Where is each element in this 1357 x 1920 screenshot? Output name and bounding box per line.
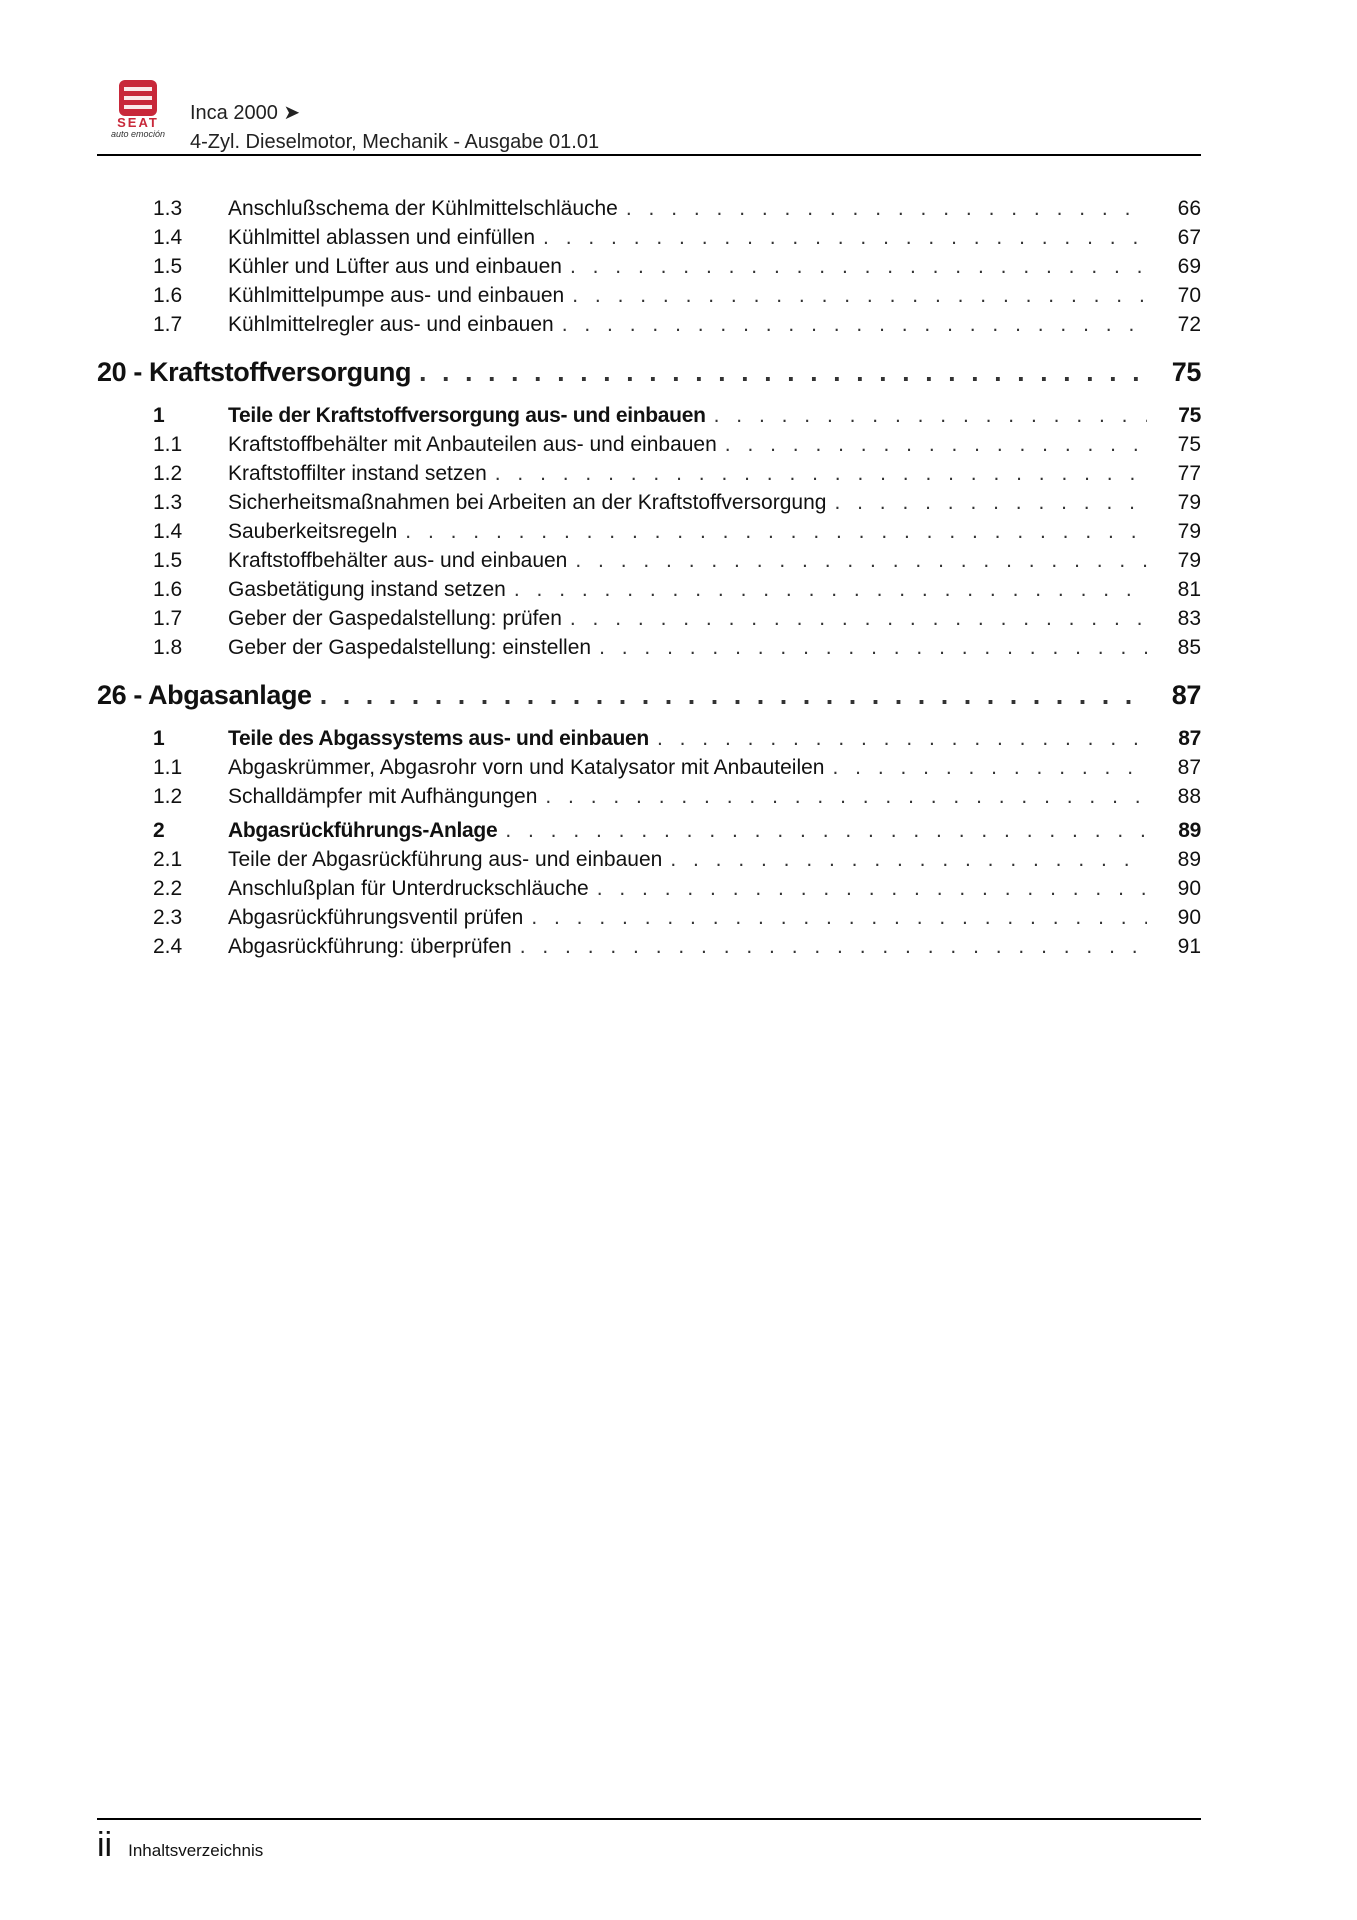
toc-entry[interactable] — [97, 932, 1201, 961]
toc-entry[interactable] — [97, 604, 1201, 633]
toc-entry-page: 67 — [1177, 226, 1201, 249]
toc-entry-page: 77 — [1177, 462, 1201, 485]
dot-leader — [520, 932, 1147, 961]
dot-leader — [599, 633, 1147, 662]
toc-entry-page: 75 — [1171, 357, 1201, 387]
dot-leader — [543, 223, 1147, 252]
toc-entry-number: 2.1 — [153, 848, 183, 871]
toc-entry[interactable] — [97, 430, 1201, 459]
dot-leader — [505, 816, 1147, 845]
toc-entry-title: Kühler und Lüfter aus und einbauen — [228, 255, 562, 278]
toc-entry[interactable] — [97, 223, 1201, 252]
dot-leader — [670, 845, 1147, 874]
toc-entry[interactable] — [97, 753, 1201, 782]
toc-entry[interactable] — [97, 633, 1201, 662]
dot-leader — [531, 903, 1147, 932]
toc-entry[interactable] — [97, 546, 1201, 575]
toc-entry[interactable] — [97, 874, 1201, 903]
toc-entry-page: 79 — [1177, 549, 1201, 572]
toc-entry-title: Kraftstoffbehälter aus- und einbauen — [228, 549, 568, 572]
toc-entry[interactable] — [97, 459, 1201, 488]
toc-entry-number: 1.1 — [153, 433, 183, 456]
dot-leader — [570, 252, 1147, 281]
toc-entry-number: 1.6 — [153, 284, 183, 307]
toc-entry-number: 1.2 — [153, 785, 183, 808]
toc-chapter[interactable] — [97, 343, 1201, 401]
toc-entry-page: 66 — [1177, 197, 1201, 220]
toc-entry-title: Geber der Gaspedalstellung: einstellen — [228, 636, 592, 659]
toc-section[interactable] — [97, 724, 1201, 753]
toc-entry-title: Sicherheitsmaßnahmen bei Arbeiten an der Kraftstoffversorgung — [228, 491, 827, 514]
toc-entry[interactable] — [97, 575, 1201, 604]
footer-rule — [97, 1818, 1201, 1820]
toc-entry-page: 69 — [1177, 255, 1201, 278]
toc-entry-number: 2 — [153, 819, 165, 842]
toc-entry-title: Anschlußschema der Kühlmittelschläuche — [228, 197, 618, 220]
seat-logo — [97, 78, 191, 138]
dot-leader — [657, 724, 1147, 753]
toc-entry[interactable] — [97, 782, 1201, 811]
toc-entry-title: Abgaskrümmer, Abgasrohr vorn und Katalysator mit Anbauteilen — [228, 756, 825, 779]
toc-entry-number: 1 — [153, 727, 165, 750]
toc-entry[interactable] — [97, 310, 1201, 339]
toc-entry-page: 79 — [1177, 520, 1201, 543]
toc-entry-title: Abgasrückführungs-Anlage — [228, 819, 498, 842]
toc-section[interactable] — [97, 401, 1201, 430]
dot-leader — [725, 430, 1147, 459]
toc-entry-title: 26 - Abgasanlage — [97, 680, 312, 710]
toc-entry-page: 75 — [1178, 404, 1201, 427]
toc-entry[interactable] — [97, 903, 1201, 932]
toc-entry-title: Teile der Kraftstoffversorgung aus- und einbauen — [228, 404, 706, 427]
footer-page-number: ii — [97, 1826, 113, 1864]
header-title: Inca 2000 ➤ — [190, 102, 301, 124]
toc-entry-number: 1.1 — [153, 756, 183, 779]
toc-entry-page: 90 — [1177, 906, 1201, 929]
dot-leader — [545, 782, 1147, 811]
toc-entry-page: 70 — [1177, 284, 1201, 307]
dot-leader — [320, 666, 1147, 724]
toc-entry-title: Kraftstoffilter instand setzen — [228, 462, 487, 485]
seat-logo-icon — [97, 78, 191, 138]
logo-wordmark: SEAT — [117, 115, 159, 130]
footer-section-title: Inhaltsverzeichnis — [128, 1841, 264, 1860]
toc-entry-page: 81 — [1177, 578, 1201, 601]
dot-leader — [419, 343, 1147, 401]
toc-entry-page: 85 — [1177, 636, 1201, 659]
toc-entry[interactable] — [97, 845, 1201, 874]
toc-section[interactable] — [97, 816, 1201, 845]
toc-entry-title: Geber der Gaspedalstellung: prüfen — [228, 607, 562, 630]
toc-entry-number: 1.4 — [153, 226, 183, 249]
dot-leader — [833, 753, 1148, 782]
toc-entry-number: 1.3 — [153, 491, 183, 514]
toc-chapter[interactable] — [97, 666, 1201, 724]
toc-entry-page: 87 — [1171, 680, 1201, 710]
toc-entry[interactable] — [97, 517, 1201, 546]
dot-leader — [514, 575, 1147, 604]
toc-entry-title: Gasbetätigung instand setzen — [228, 578, 506, 601]
header-rule — [97, 154, 1201, 156]
toc-entry-number: 2.2 — [153, 877, 183, 900]
toc-entry-number: 1.8 — [153, 636, 183, 659]
toc-entry-page: 87 — [1177, 756, 1201, 779]
toc-entry-title: Teile des Abgassystems aus- und einbauen — [228, 727, 649, 750]
toc-entry-title: Anschlußplan für Unterdruckschläuche — [228, 877, 589, 900]
toc-entry-title: Kühlmittelregler aus- und einbauen — [228, 313, 554, 336]
table-of-contents — [97, 194, 1201, 961]
header-subtitle: 4-Zyl. Dieselmotor, Mechanik - Ausgabe 01.01 — [190, 131, 600, 153]
toc-entry-number: 1.2 — [153, 462, 183, 485]
toc-entry-title: 20 - Kraftstoffversorgung — [97, 357, 412, 387]
toc-entry-page: 72 — [1177, 313, 1201, 336]
dot-leader — [597, 874, 1147, 903]
toc-entry-title: Kühlmittelpumpe aus- und einbauen — [228, 284, 565, 307]
toc-entry-number: 1 — [153, 404, 165, 427]
toc-entry-page: 88 — [1177, 785, 1201, 808]
toc-entry-title: Schalldämpfer mit Aufhängungen — [228, 785, 538, 808]
toc-entry-number: 2.4 — [153, 935, 183, 958]
dot-leader — [714, 401, 1147, 430]
toc-entry-number: 1.3 — [153, 197, 183, 220]
toc-entry-page: 89 — [1177, 848, 1201, 871]
document-footer — [97, 1826, 263, 1865]
toc-entry[interactable] — [97, 252, 1201, 281]
logo-tagline: auto emoción — [110, 129, 166, 138]
dot-leader — [572, 281, 1147, 310]
toc-entry-page: 87 — [1178, 727, 1201, 750]
toc-entry[interactable] — [97, 488, 1201, 517]
dot-leader — [405, 517, 1147, 546]
toc-entry-title: Kühlmittel ablassen und einfüllen — [228, 226, 536, 249]
toc-entry-number: 1.7 — [153, 607, 183, 630]
toc-entry-number: 1.5 — [153, 549, 183, 572]
dot-leader — [575, 546, 1147, 575]
document-header — [190, 100, 599, 155]
toc-entry-number: 2.3 — [153, 906, 183, 929]
dot-leader — [834, 488, 1147, 517]
toc-entry-page: 90 — [1177, 877, 1201, 900]
toc-entry-number: 1.7 — [153, 313, 183, 336]
toc-entry[interactable] — [97, 194, 1201, 223]
dot-leader — [562, 310, 1147, 339]
toc-entry-page: 79 — [1177, 491, 1201, 514]
toc-entry-title: Abgasrückführung: überprüfen — [228, 935, 512, 958]
toc-entry-page: 75 — [1177, 433, 1201, 456]
dot-leader — [495, 459, 1147, 488]
dot-leader — [626, 194, 1147, 223]
dot-leader — [570, 604, 1147, 633]
toc-entry-title: Kraftstoffbehälter mit Anbauteilen aus- und einbauen — [228, 433, 717, 456]
toc-entry-number: 1.5 — [153, 255, 183, 278]
toc-entry-page: 91 — [1177, 935, 1201, 958]
toc-entry[interactable] — [97, 281, 1201, 310]
toc-entry-page: 83 — [1177, 607, 1201, 630]
toc-entry-title: Sauberkeitsregeln — [228, 520, 398, 543]
toc-entry-page: 89 — [1178, 819, 1201, 842]
toc-entry-title: Abgasrückführungsventil prüfen — [228, 906, 524, 929]
toc-entry-number: 1.6 — [153, 578, 183, 601]
toc-entry-title: Teile der Abgasrückführung aus- und einbauen — [228, 848, 663, 871]
toc-entry-number: 1.4 — [153, 520, 183, 543]
